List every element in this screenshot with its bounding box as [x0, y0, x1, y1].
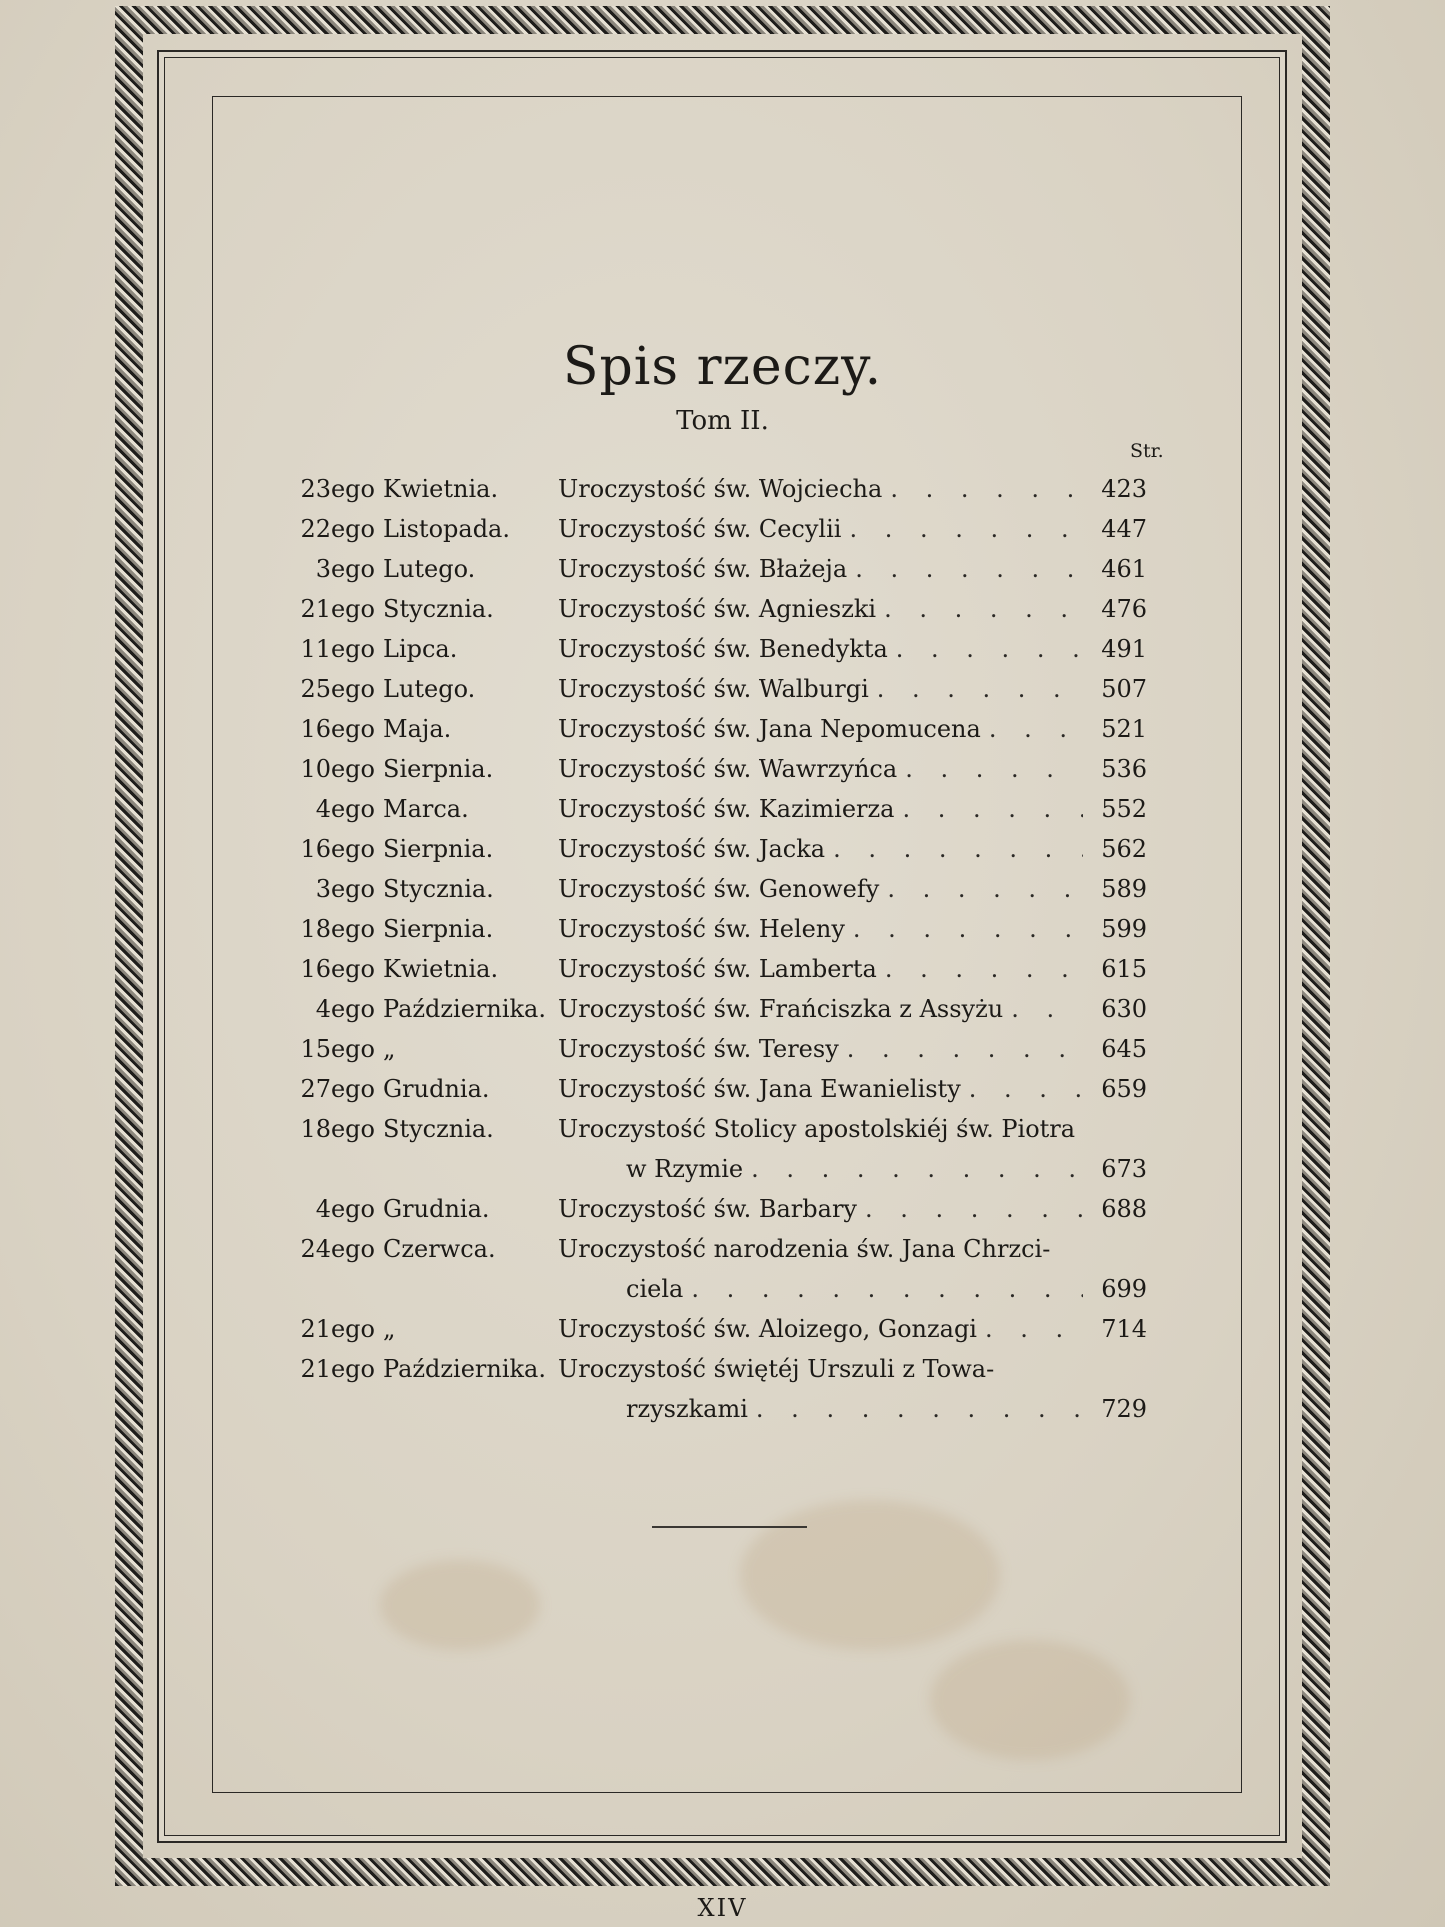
entry-page-number: 552: [1101, 795, 1147, 823]
entry-feast-text: Uroczystość św. Genowefy: [558, 875, 880, 903]
dot-leader: [743, 1149, 1083, 1189]
entry-day: 22ego: [300, 515, 375, 543]
entry-feast-text: Uroczystość św. Teresy: [558, 1035, 839, 1063]
dot-leader: [876, 589, 1083, 629]
entry-page-number: 714: [1101, 1315, 1147, 1343]
dot-leader: [897, 749, 1083, 789]
entry-feast: [558, 469, 1083, 509]
page-column-label: Str.: [1130, 440, 1164, 462]
indent-spacer: [285, 1389, 558, 1429]
toc-entry: [285, 1029, 1185, 1069]
entry-feast-text: Uroczystość św. Frańciszka z Assyżu: [558, 995, 1004, 1023]
dot-leader: [841, 509, 1083, 549]
entry-page-number: 423: [1101, 475, 1147, 503]
entry-page-number: 476: [1101, 595, 1147, 623]
entry-page-number: [1083, 1349, 1147, 1389]
dot-leader: [1003, 989, 1083, 1029]
entry-day: 4ego: [315, 795, 375, 823]
entry-continuation-text: ciela: [626, 1275, 684, 1303]
entry-day: 16ego: [300, 955, 375, 983]
page-title: Spis rzeczy.: [562, 337, 883, 397]
toc-entry: [285, 749, 1185, 789]
entry-feast-text: Uroczystość św. Lamberta: [558, 955, 877, 983]
entry-feast-continuation: [558, 1389, 1083, 1429]
toc-entry: [285, 709, 1185, 749]
entry-feast: [558, 549, 1083, 589]
entry-feast: [558, 589, 1083, 629]
entry-feast: [558, 1069, 1083, 1109]
entry-month: Grudnia.: [383, 1195, 490, 1223]
entry-page-number: 615: [1101, 955, 1147, 983]
entry-page-number: 461: [1101, 555, 1147, 583]
entry-month: Sierpnia.: [383, 915, 494, 943]
entry-page-number: 673: [1101, 1155, 1147, 1183]
closing-rule: [652, 1526, 807, 1528]
entry-feast: [558, 669, 1083, 709]
entry-feast-text: Uroczystość św. Wojciecha: [558, 475, 883, 503]
toc-entry-continuation: [285, 1389, 1185, 1429]
entry-day: 10ego: [300, 755, 375, 783]
entry-month: Stycznia.: [383, 1115, 494, 1143]
toc-entry: [285, 789, 1185, 829]
toc-entry: [285, 549, 1185, 589]
entry-month: Maja.: [383, 715, 452, 743]
entry-page-number: 507: [1101, 675, 1147, 703]
entry-feast-text: Uroczystość św. Barbary: [558, 1195, 857, 1223]
entry-feast-text: Uroczystość św. Benedykta: [558, 635, 888, 663]
entry-feast: [558, 829, 1083, 869]
entry-day: 11ego: [300, 635, 375, 663]
entry-day: 25ego: [300, 675, 375, 703]
entry-day: 21ego: [300, 1315, 375, 1343]
entry-feast-continuation: [558, 1269, 1083, 1309]
entry-page-number: 599: [1101, 915, 1147, 943]
entry-day: 4ego: [315, 1195, 375, 1223]
toc-entry: [285, 1349, 1185, 1389]
entry-page-number: 447: [1101, 515, 1147, 543]
entry-feast: [558, 989, 1083, 1029]
entry-day: 16ego: [300, 715, 375, 743]
entry-month: Sierpnia.: [383, 835, 494, 863]
entry-feast: [558, 1349, 1083, 1389]
entry-feast: [558, 789, 1083, 829]
entry-page-number: [1083, 1229, 1147, 1269]
entry-month: Sierpnia.: [383, 755, 494, 783]
entry-feast-text: Uroczystość św. Błażeja: [558, 555, 848, 583]
toc-entry: [285, 909, 1185, 949]
entry-page-number: 659: [1101, 1075, 1147, 1103]
entry-feast-text: Uroczystość św. Agnieszki: [558, 595, 877, 623]
dot-leader: [877, 949, 1083, 989]
entry-page-number: 521: [1101, 715, 1147, 743]
dot-leader: [879, 869, 1083, 909]
entry-feast-text: Uroczystość św. Wawrzyńca: [558, 755, 898, 783]
toc-entry: [285, 509, 1185, 549]
entry-feast: [558, 1029, 1083, 1069]
dot-leader: [894, 789, 1083, 829]
entry-page-number: 589: [1101, 875, 1147, 903]
toc-entry: [285, 589, 1185, 629]
entry-continuation-text: rzyszkami: [626, 1395, 748, 1423]
entry-feast-text: Uroczystość świętéj Urszuli z Towa-: [558, 1355, 995, 1383]
entry-month: Kwietnia.: [383, 475, 499, 503]
folio-number: XIV: [697, 1894, 748, 1922]
entry-day: 15ego: [300, 1035, 375, 1063]
entry-feast: [558, 749, 1083, 789]
toc-entry: [285, 1309, 1185, 1349]
entry-month: „: [383, 1315, 396, 1343]
entry-feast-text: Uroczystość św. Jacka: [558, 835, 826, 863]
dot-leader: [857, 1189, 1083, 1229]
entry-month: Marca.: [383, 795, 469, 823]
volume-subtitle: Tom II.: [676, 406, 769, 436]
entry-month: Lutego.: [383, 675, 476, 703]
entry-feast: [558, 709, 1083, 749]
dot-leader: [888, 629, 1083, 669]
toc-entry: [285, 949, 1185, 989]
toc-entry: [285, 669, 1185, 709]
toc-entry: [285, 1069, 1185, 1109]
dot-leader: [961, 1069, 1083, 1109]
dot-leader: [882, 469, 1083, 509]
entry-month: Listopada.: [383, 515, 510, 543]
entry-month: Grudnia.: [383, 1075, 490, 1103]
entry-feast: [558, 869, 1083, 909]
entry-day: 18ego: [300, 915, 375, 943]
entry-page-number: 645: [1101, 1035, 1147, 1063]
dot-leader: [748, 1389, 1083, 1429]
entry-day: 18ego: [300, 1115, 375, 1143]
entry-page-number: [1083, 1109, 1147, 1149]
entry-feast: [558, 909, 1083, 949]
entry-feast: [558, 1309, 1083, 1349]
entry-feast-text: Uroczystość św. Cecylii: [558, 515, 842, 543]
indent-spacer: [285, 1149, 558, 1189]
toc-entry: [285, 1109, 1185, 1149]
entry-feast: [558, 949, 1083, 989]
toc-entry: [285, 989, 1185, 1029]
entry-page-number: 630: [1101, 995, 1147, 1023]
entry-feast: [558, 1189, 1083, 1229]
entry-feast: [558, 509, 1083, 549]
entry-feast-text: Uroczystość narodzenia św. Jana Chrzci-: [558, 1235, 1051, 1263]
entry-day: 3ego: [315, 555, 375, 583]
entry-feast-text: Uroczystość św. Heleny: [558, 915, 845, 943]
entry-feast-text: Uroczystość Stolicy apostolskiéj św. Piotra: [558, 1115, 1076, 1143]
entry-feast-text: Uroczystość św. Jana Nepomucena: [558, 715, 981, 743]
entry-day: 4ego: [315, 995, 375, 1023]
entry-feast: [558, 1229, 1083, 1269]
entry-day: 23ego: [300, 475, 375, 503]
entry-continuation-text: w Rzymie: [626, 1155, 744, 1183]
toc-entry-continuation: [285, 1269, 1185, 1309]
dot-leader: [977, 1309, 1083, 1349]
toc-entry: [285, 629, 1185, 669]
dot-leader: [869, 669, 1083, 709]
entry-feast: [558, 1109, 1083, 1149]
dot-leader: [845, 909, 1083, 949]
entry-month: „: [383, 1035, 396, 1063]
entry-page-number: 699: [1101, 1275, 1147, 1303]
indent-spacer: [285, 1269, 558, 1309]
entry-day: 21ego: [300, 595, 375, 623]
entry-month: Stycznia.: [383, 595, 494, 623]
entry-month: Lipca.: [383, 635, 458, 663]
toc-entry: [285, 469, 1185, 509]
dot-leader: [847, 549, 1083, 589]
entry-page-number: 562: [1101, 835, 1147, 863]
dot-leader: [683, 1269, 1083, 1309]
entry-month: Lutego.: [383, 555, 476, 583]
entry-feast: [558, 629, 1083, 669]
entry-feast-text: Uroczystość św. Aloizego, Gonzagi: [558, 1315, 977, 1343]
toc-entry: [285, 829, 1185, 869]
dot-leader: [981, 709, 1083, 749]
dot-leader: [839, 1029, 1083, 1069]
entry-page-number: 729: [1101, 1395, 1147, 1423]
entry-feast-text: Uroczystość św. Walburgi: [558, 675, 869, 703]
entry-month: Października.: [383, 1355, 546, 1383]
entry-month: Kwietnia.: [383, 955, 499, 983]
entry-day: 24ego: [300, 1235, 375, 1263]
entry-month: Października.: [383, 995, 546, 1023]
entry-feast-text: Uroczystość św. Kazimierza: [558, 795, 895, 823]
table-of-contents: [285, 469, 1185, 1429]
toc-entry-continuation: [285, 1149, 1185, 1189]
toc-entry: [285, 1229, 1185, 1269]
toc-entry: [285, 1189, 1185, 1229]
entry-feast-continuation: [558, 1149, 1083, 1189]
entry-page-number: 688: [1101, 1195, 1147, 1223]
entry-page-number: 536: [1101, 755, 1147, 783]
entry-feast-text: Uroczystość św. Jana Ewanielisty: [558, 1075, 961, 1103]
entry-month: Stycznia.: [383, 875, 494, 903]
toc-entry: [285, 869, 1185, 909]
entry-day: 3ego: [315, 875, 375, 903]
entry-day: 21ego: [300, 1355, 375, 1383]
entry-page-number: 491: [1101, 635, 1147, 663]
entry-month: Czerwca.: [383, 1235, 496, 1263]
entry-day: 27ego: [300, 1075, 375, 1103]
entry-day: 16ego: [300, 835, 375, 863]
dot-leader: [825, 829, 1083, 869]
